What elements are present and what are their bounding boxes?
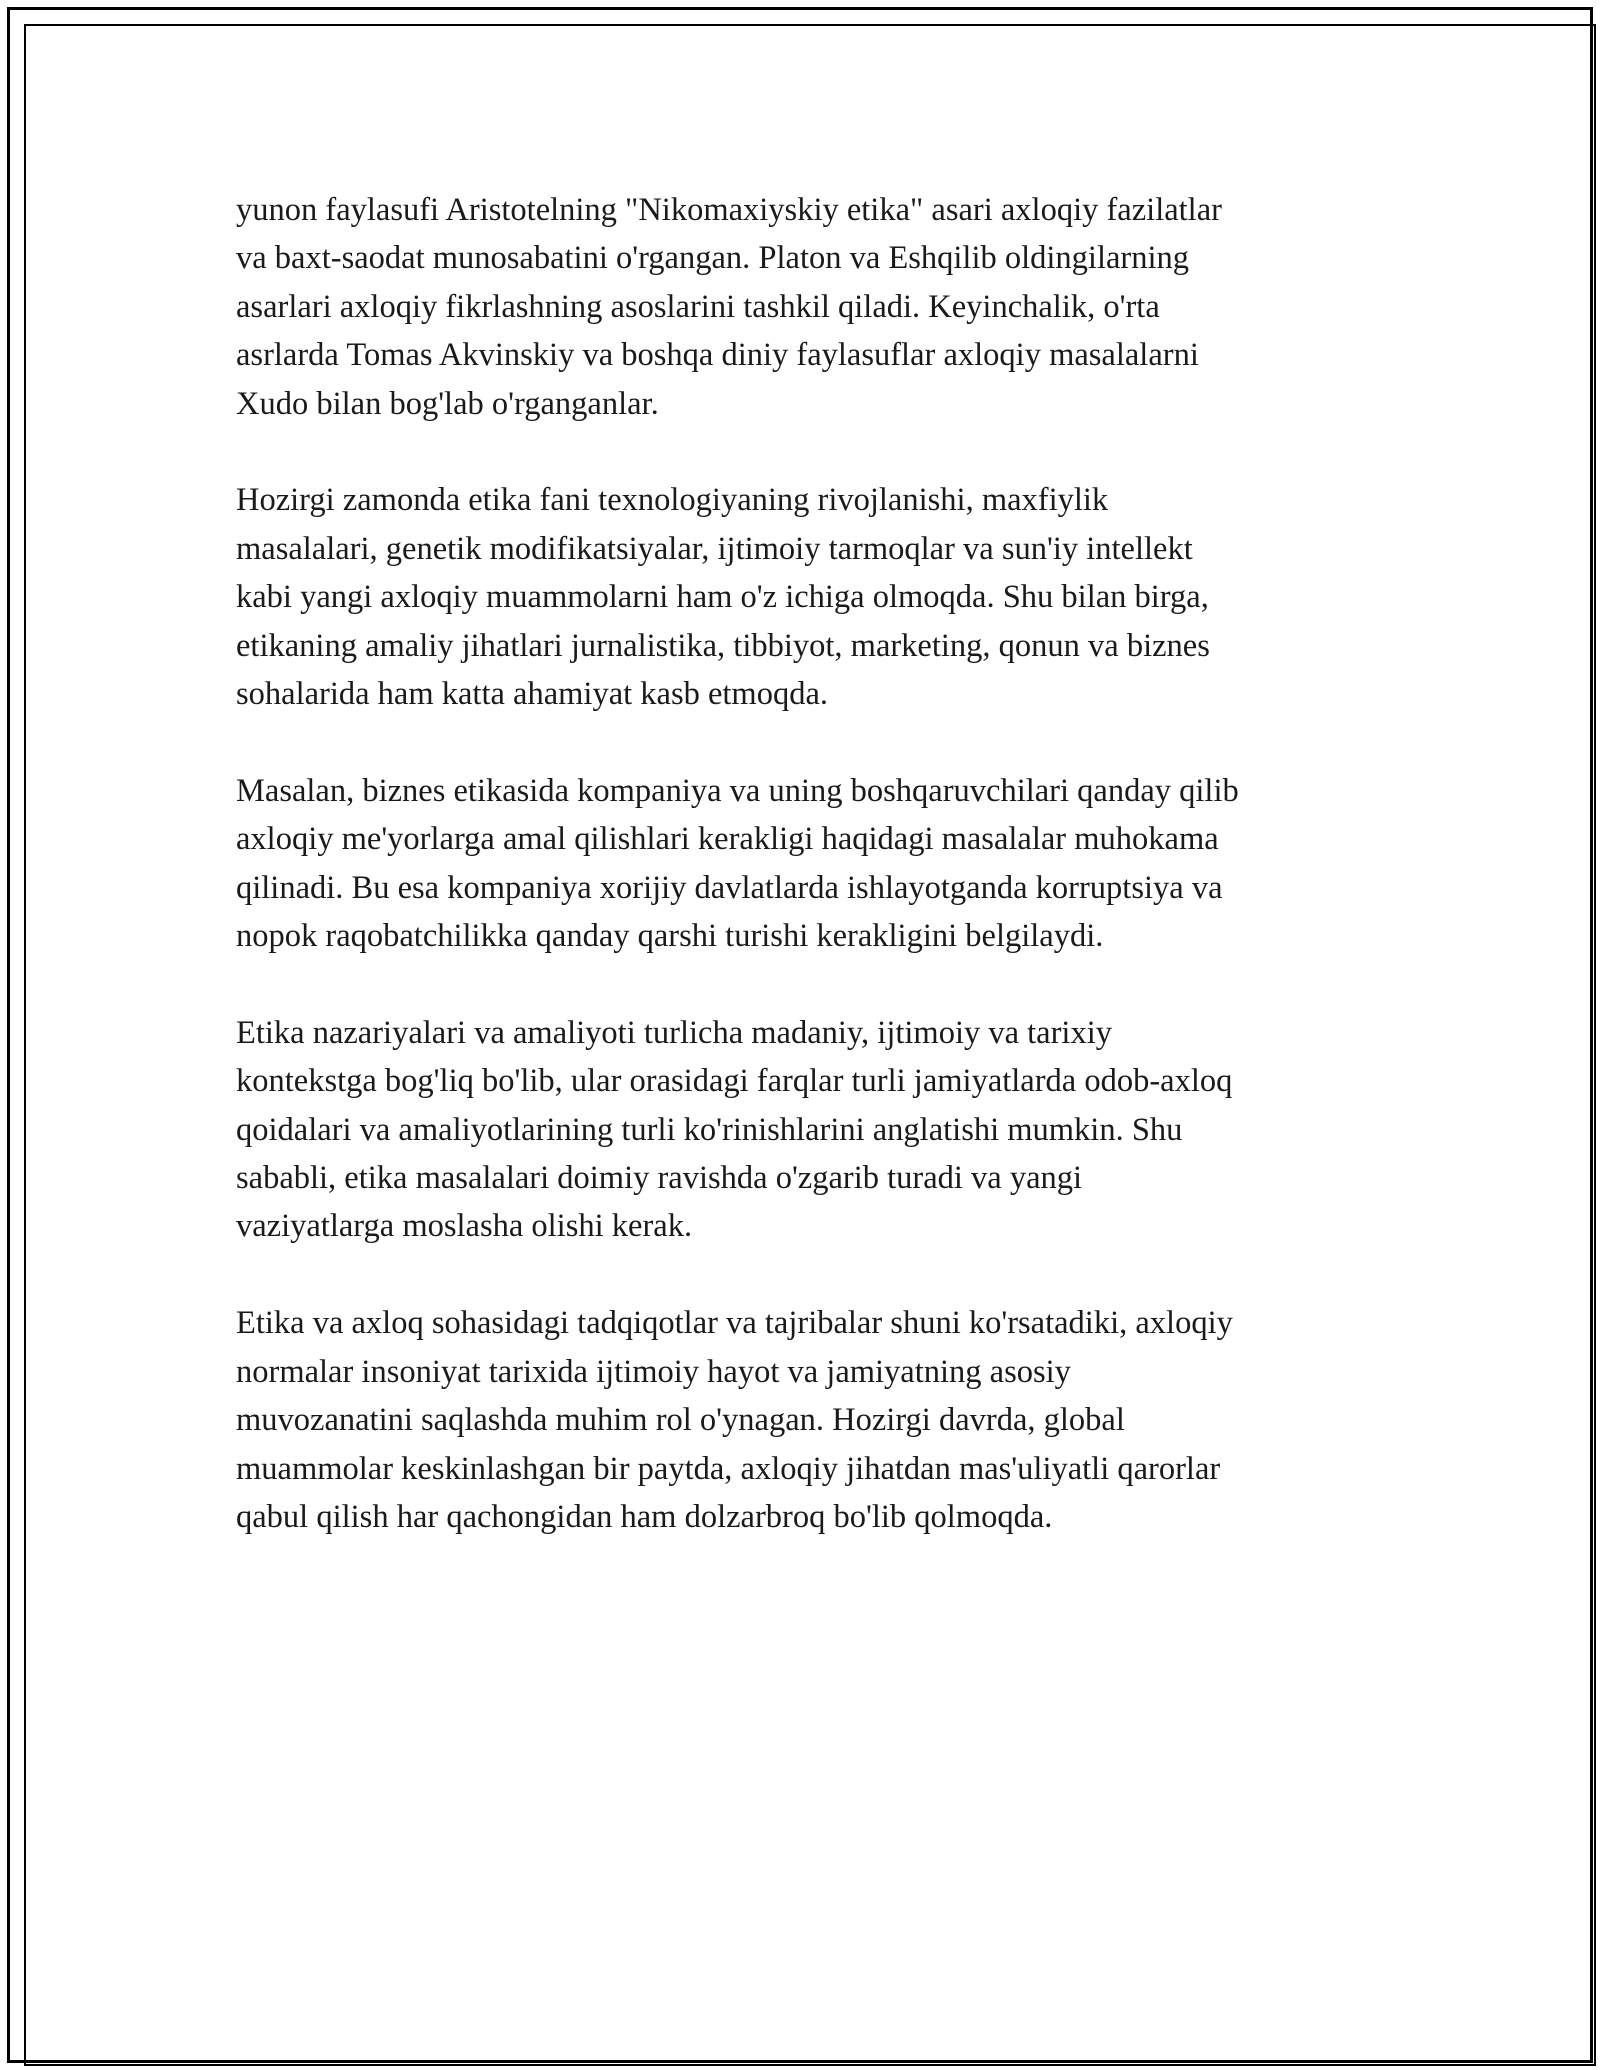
text-line: qilinadi. Bu esa kompaniya xorijiy davlatlarda ishlayotganda korruptsiya va — [236, 869, 1223, 906]
text-line: kontekstga bog'liq bo'lib, ular orasidagi farqlar turli jamiyatlarda odob-axloq — [236, 1063, 1233, 1100]
text-line: muammolar keskinlashgan bir paytda, axloqiy jihatdan mas'uliyatli qarorlar — [236, 1450, 1221, 1487]
text-line: qoidalari va amaliyotlarining turli ko'rinishlarini anglatishi mumkin. Shu — [236, 1111, 1183, 1148]
text-line: vaziyatlarga moslasha olishi kerak. — [236, 1208, 693, 1245]
paragraph-2 — [236, 476, 1376, 718]
text-line: Hozirgi zamonda etika fani texnologiyaning rivojlanishi, maxfiylik — [236, 482, 1109, 519]
text-line: asrlarda Tomas Akvinskiy va boshqa diniy faylasuflar axloqiy masalalarni — [236, 337, 1199, 374]
document-body — [236, 186, 1376, 1590]
text-line: qabul qilish har qachongidan ham dolzarbroq bo'lib qolmoqda. — [236, 1498, 1053, 1535]
text-line: muvozanatini saqlashda muhim rol o'ynagan. Hozirgi davrda, global — [236, 1402, 1125, 1439]
text-line: Etika nazariyalari va amaliyoti turlicha madaniy, ijtimoiy va tarixiy — [236, 1014, 1112, 1051]
text-line: Masalan, biznes etikasida kompaniya va uning boshqaruvchilari qanday qilib — [236, 772, 1239, 809]
text-line: Xudo bilan bog'lab o'rganganlar. — [236, 385, 659, 422]
text-line: kabi yangi axloqiy muammolarni ham o'z ichiga olmoqda. Shu bilan birga, — [236, 579, 1209, 616]
text-line: sohalarida ham katta ahamiyat kasb etmoqda. — [236, 676, 829, 713]
paragraph-4 — [236, 1009, 1376, 1251]
text-line: normalar insoniyat tarixida ijtimoiy hayot va jamiyatning asosiy — [236, 1353, 1071, 1390]
text-line: masalalari, genetik modifikatsiyalar, ijtimoiy tarmoqlar va sun'iy intellekt — [236, 530, 1193, 567]
text-line: yunon faylasufi Aristotelning "Nikomaxiyskiy etika" asari axloqiy fazilatlar — [236, 192, 1222, 228]
text-line: axloqiy me'yorlarga amal qilishlari kerakligi haqidagi masalalar muhokama — [236, 821, 1219, 858]
text-line: asarlari axloqiy fikrlashning asoslarini tashkil qiladi. Keyinchalik, o'rta — [236, 288, 1160, 325]
text-line: sababli, etika masalalari doimiy ravishda o'zgarib turadi va yangi — [236, 1160, 1083, 1197]
paragraph-1 — [236, 186, 1376, 428]
paragraph-3 — [236, 767, 1376, 961]
text-line: va baxt-saodat munosabatini o'rgangan. Platon va Eshqilib oldingilarning — [236, 240, 1190, 277]
text-line: etikaning amaliy jihatlari jurnalistika, tibbiyot, marketing, qonun va biznes — [236, 627, 1210, 664]
text-line: Etika va axloq sohasidagi tadqiqotlar va tajribalar shuni ko'rsatadiki, axloqiy — [236, 1305, 1233, 1342]
paragraph-5 — [236, 1299, 1376, 1541]
text-line: nopok raqobatchilikka qanday qarshi turishi kerakligini belgilaydi. — [236, 918, 1104, 955]
